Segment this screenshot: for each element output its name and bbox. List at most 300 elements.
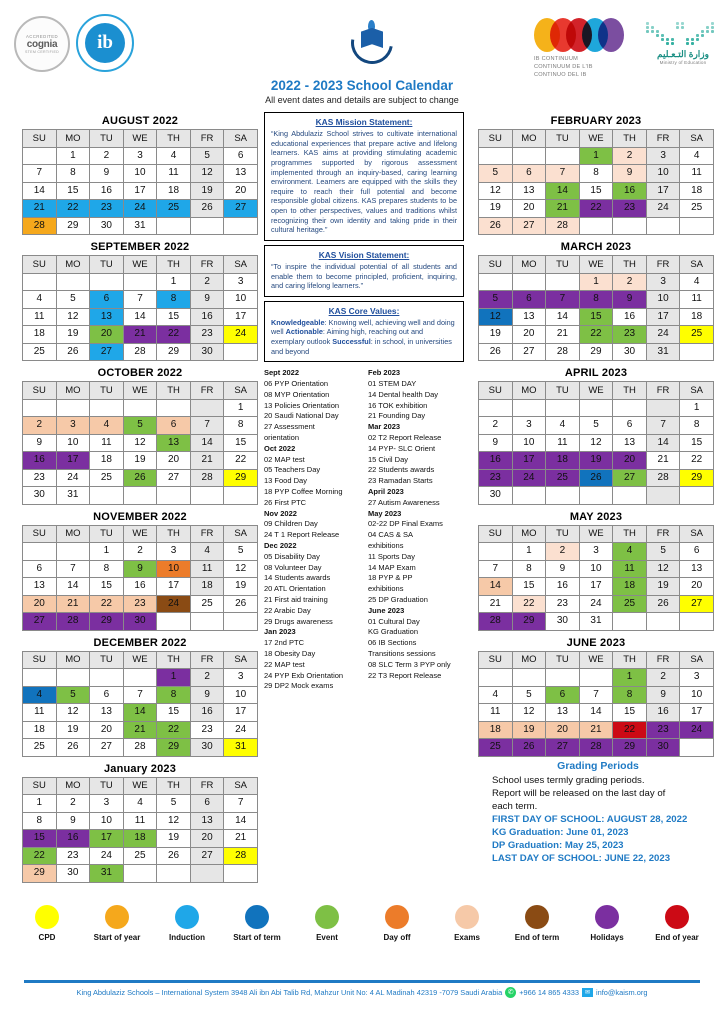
day-cell[interactable]: 25 [479,739,513,757]
day-cell[interactable]: 19 [224,578,258,596]
day-cell[interactable]: 1 [613,669,647,687]
day-cell[interactable]: 25 [23,739,57,757]
day-cell[interactable]: 6 [90,686,124,704]
day-cell[interactable]: 11 [90,434,124,452]
day-cell[interactable]: 12 [157,812,191,830]
day-cell[interactable]: 26 [646,595,680,613]
day-cell[interactable]: 18 [23,721,57,739]
day-cell[interactable]: 25 [23,343,57,361]
day-cell[interactable]: 4 [157,147,191,165]
day-cell[interactable]: 5 [479,165,513,183]
day-cell[interactable]: 21 [579,721,613,739]
day-cell[interactable]: 9 [646,686,680,704]
day-cell[interactable]: 12 [479,182,513,200]
day-cell[interactable]: 3 [224,273,258,291]
day-cell[interactable]: 10 [646,291,680,309]
day-cell[interactable]: 19 [479,200,513,218]
day-cell[interactable]: 23 [190,721,224,739]
day-cell[interactable]: 18 [680,182,714,200]
day-cell[interactable]: 28 [123,739,157,757]
day-cell[interactable]: 8 [512,560,546,578]
day-cell[interactable]: 17 [224,704,258,722]
day-cell[interactable]: 12 [190,165,224,183]
day-cell[interactable]: 2 [190,669,224,687]
day-cell[interactable]: 27 [512,343,546,361]
day-cell[interactable]: 9 [479,434,513,452]
day-cell[interactable]: 24 [646,326,680,344]
day-cell[interactable]: 2 [123,543,157,561]
day-cell[interactable]: 20 [90,326,124,344]
day-cell[interactable]: 4 [90,417,124,435]
day-cell[interactable]: 1 [579,273,613,291]
day-cell[interactable]: 16 [123,578,157,596]
day-cell[interactable]: 13 [512,308,546,326]
day-cell[interactable]: 13 [613,434,647,452]
day-cell[interactable]: 17 [579,578,613,596]
day-cell[interactable]: 14 [190,434,224,452]
day-cell[interactable]: 7 [546,165,580,183]
day-cell[interactable]: 24 [224,721,258,739]
day-cell[interactable]: 8 [23,812,57,830]
day-cell[interactable]: 19 [579,452,613,470]
day-cell[interactable]: 28 [23,217,57,235]
day-cell[interactable]: 27 [613,469,647,487]
day-cell[interactable]: 26 [56,343,90,361]
day-cell[interactable]: 29 [579,343,613,361]
day-cell[interactable]: 29 [157,739,191,757]
day-cell[interactable]: 17 [56,452,90,470]
day-cell[interactable]: 23 [56,847,90,865]
day-cell[interactable]: 12 [579,434,613,452]
day-cell[interactable]: 17 [157,578,191,596]
day-cell[interactable]: 11 [613,560,647,578]
day-cell[interactable]: 30 [23,487,57,505]
day-cell[interactable]: 28 [579,739,613,757]
day-cell[interactable]: 8 [579,291,613,309]
day-cell[interactable]: 14 [56,578,90,596]
day-cell[interactable]: 21 [224,830,258,848]
day-cell[interactable]: 10 [646,165,680,183]
day-cell[interactable]: 23 [123,595,157,613]
day-cell[interactable]: 23 [90,200,124,218]
day-cell[interactable]: 30 [123,613,157,631]
day-cell[interactable]: 30 [90,217,124,235]
day-cell[interactable]: 30 [479,487,513,505]
day-cell[interactable]: 4 [23,686,57,704]
day-cell[interactable]: 15 [23,830,57,848]
day-cell[interactable]: 27 [157,469,191,487]
day-cell[interactable]: 2 [546,543,580,561]
day-cell[interactable]: 2 [56,795,90,813]
day-cell[interactable]: 3 [56,417,90,435]
day-cell[interactable]: 4 [680,273,714,291]
day-cell[interactable]: 9 [123,560,157,578]
day-cell[interactable]: 20 [613,452,647,470]
day-cell[interactable]: 18 [90,452,124,470]
day-cell[interactable]: 29 [90,613,124,631]
day-cell[interactable]: 26 [512,739,546,757]
day-cell[interactable]: 25 [546,469,580,487]
day-cell[interactable]: 30 [646,739,680,757]
day-cell[interactable]: 31 [646,343,680,361]
day-cell[interactable]: 5 [512,686,546,704]
day-cell[interactable]: 11 [680,291,714,309]
day-cell[interactable]: 30 [190,343,224,361]
day-cell[interactable]: 11 [190,560,224,578]
day-cell[interactable]: 8 [56,165,90,183]
day-cell[interactable]: 18 [680,308,714,326]
day-cell[interactable]: 14 [123,704,157,722]
day-cell[interactable]: 19 [190,182,224,200]
day-cell[interactable]: 7 [123,686,157,704]
day-cell[interactable]: 1 [680,399,714,417]
day-cell[interactable]: 2 [646,669,680,687]
day-cell[interactable]: 22 [579,326,613,344]
day-cell[interactable]: 12 [479,308,513,326]
day-cell[interactable]: 21 [479,595,513,613]
day-cell[interactable]: 20 [90,721,124,739]
day-cell[interactable]: 16 [190,308,224,326]
day-cell[interactable]: 30 [613,343,647,361]
day-cell[interactable]: 15 [224,434,258,452]
day-cell[interactable]: 22 [224,452,258,470]
day-cell[interactable]: 22 [157,326,191,344]
day-cell[interactable]: 21 [56,595,90,613]
day-cell[interactable]: 14 [123,308,157,326]
day-cell[interactable]: 4 [479,686,513,704]
day-cell[interactable]: 13 [546,704,580,722]
day-cell[interactable]: 16 [56,830,90,848]
day-cell[interactable]: 14 [546,182,580,200]
day-cell[interactable]: 1 [512,543,546,561]
day-cell[interactable]: 1 [579,147,613,165]
day-cell[interactable]: 31 [56,487,90,505]
day-cell[interactable]: 5 [56,686,90,704]
day-cell[interactable]: 22 [23,847,57,865]
day-cell[interactable]: 19 [56,326,90,344]
day-cell[interactable]: 12 [123,434,157,452]
day-cell[interactable]: 15 [90,578,124,596]
day-cell[interactable]: 28 [224,847,258,865]
day-cell[interactable]: 25 [90,469,124,487]
day-cell[interactable]: 11 [123,812,157,830]
day-cell[interactable]: 20 [512,326,546,344]
day-cell[interactable]: 31 [224,739,258,757]
day-cell[interactable]: 12 [646,560,680,578]
day-cell[interactable]: 23 [546,595,580,613]
day-cell[interactable]: 12 [512,704,546,722]
day-cell[interactable]: 15 [157,308,191,326]
day-cell[interactable]: 18 [190,578,224,596]
day-cell[interactable]: 9 [56,812,90,830]
day-cell[interactable]: 1 [90,543,124,561]
day-cell[interactable]: 21 [546,200,580,218]
day-cell[interactable]: 20 [680,578,714,596]
day-cell[interactable]: 6 [190,795,224,813]
day-cell[interactable]: 20 [546,721,580,739]
day-cell[interactable]: 21 [546,326,580,344]
day-cell[interactable]: 17 [90,830,124,848]
day-cell[interactable]: 29 [23,865,57,883]
day-cell[interactable]: 24 [646,200,680,218]
day-cell[interactable]: 10 [56,434,90,452]
day-cell[interactable]: 27 [23,613,57,631]
day-cell[interactable]: 7 [23,165,57,183]
day-cell[interactable]: 14 [224,812,258,830]
day-cell[interactable]: 29 [613,739,647,757]
day-cell[interactable]: 8 [224,417,258,435]
day-cell[interactable]: 24 [123,200,157,218]
day-cell[interactable]: 21 [123,326,157,344]
day-cell[interactable]: 26 [157,847,191,865]
day-cell[interactable]: 20 [224,182,258,200]
day-cell[interactable]: 20 [23,595,57,613]
day-cell[interactable]: 5 [479,291,513,309]
day-cell[interactable]: 6 [613,417,647,435]
day-cell[interactable]: 10 [157,560,191,578]
day-cell[interactable]: 14 [646,434,680,452]
day-cell[interactable]: 27 [90,739,124,757]
day-cell[interactable]: 26 [479,217,513,235]
day-cell[interactable]: 23 [646,721,680,739]
day-cell[interactable]: 7 [190,417,224,435]
day-cell[interactable]: 8 [157,686,191,704]
day-cell[interactable]: 9 [23,434,57,452]
day-cell[interactable]: 5 [224,543,258,561]
day-cell[interactable]: 6 [512,291,546,309]
day-cell[interactable]: 13 [680,560,714,578]
day-cell[interactable]: 24 [680,721,714,739]
day-cell[interactable]: 3 [512,417,546,435]
day-cell[interactable]: 2 [613,273,647,291]
day-cell[interactable]: 14 [23,182,57,200]
day-cell[interactable]: 18 [123,830,157,848]
day-cell[interactable]: 8 [579,165,613,183]
day-cell[interactable]: 4 [546,417,580,435]
day-cell[interactable]: 10 [90,812,124,830]
day-cell[interactable]: 7 [56,560,90,578]
day-cell[interactable]: 10 [123,165,157,183]
day-cell[interactable]: 30 [56,865,90,883]
day-cell[interactable]: 25 [680,326,714,344]
day-cell[interactable]: 6 [23,560,57,578]
day-cell[interactable]: 24 [157,595,191,613]
day-cell[interactable]: 5 [646,543,680,561]
day-cell[interactable]: 30 [546,613,580,631]
day-cell[interactable]: 21 [646,452,680,470]
day-cell[interactable]: 1 [23,795,57,813]
day-cell[interactable]: 28 [123,343,157,361]
day-cell[interactable]: 15 [680,434,714,452]
day-cell[interactable]: 19 [646,578,680,596]
day-cell[interactable]: 28 [190,469,224,487]
day-cell[interactable]: 16 [646,704,680,722]
day-cell[interactable]: 3 [157,543,191,561]
day-cell[interactable]: 16 [90,182,124,200]
day-cell[interactable]: 16 [190,704,224,722]
day-cell[interactable]: 4 [190,543,224,561]
day-cell[interactable]: 3 [646,273,680,291]
day-cell[interactable]: 24 [90,847,124,865]
day-cell[interactable]: 4 [613,543,647,561]
day-cell[interactable]: 26 [56,739,90,757]
day-cell[interactable]: 24 [224,326,258,344]
day-cell[interactable]: 27 [546,739,580,757]
day-cell[interactable]: 22 [512,595,546,613]
day-cell[interactable]: 11 [546,434,580,452]
day-cell[interactable]: 15 [56,182,90,200]
day-cell[interactable]: 11 [23,704,57,722]
day-cell[interactable]: 6 [157,417,191,435]
day-cell[interactable]: 23 [613,200,647,218]
day-cell[interactable]: 3 [680,669,714,687]
day-cell[interactable]: 13 [190,812,224,830]
day-cell[interactable]: 18 [157,182,191,200]
day-cell[interactable]: 1 [157,273,191,291]
day-cell[interactable]: 2 [613,147,647,165]
day-cell[interactable]: 3 [123,147,157,165]
day-cell[interactable]: 17 [512,452,546,470]
day-cell[interactable]: 26 [224,595,258,613]
day-cell[interactable]: 16 [613,182,647,200]
day-cell[interactable]: 9 [613,291,647,309]
day-cell[interactable]: 29 [56,217,90,235]
day-cell[interactable]: 21 [190,452,224,470]
day-cell[interactable]: 27 [90,343,124,361]
day-cell[interactable]: 2 [479,417,513,435]
day-cell[interactable]: 22 [157,721,191,739]
day-cell[interactable]: 29 [157,343,191,361]
day-cell[interactable]: 13 [224,165,258,183]
day-cell[interactable]: 20 [512,200,546,218]
day-cell[interactable]: 6 [546,686,580,704]
day-cell[interactable]: 12 [56,704,90,722]
day-cell[interactable]: 5 [190,147,224,165]
day-cell[interactable]: 17 [224,308,258,326]
day-cell[interactable]: 1 [56,147,90,165]
day-cell[interactable]: 22 [680,452,714,470]
day-cell[interactable]: 3 [646,147,680,165]
day-cell[interactable]: 25 [157,200,191,218]
day-cell[interactable]: 10 [579,560,613,578]
day-cell[interactable]: 13 [90,704,124,722]
day-cell[interactable]: 28 [56,613,90,631]
day-cell[interactable]: 21 [23,200,57,218]
day-cell[interactable]: 11 [23,308,57,326]
day-cell[interactable]: 4 [23,291,57,309]
day-cell[interactable]: 24 [56,469,90,487]
day-cell[interactable]: 22 [90,595,124,613]
day-cell[interactable]: 8 [157,291,191,309]
day-cell[interactable]: 6 [680,543,714,561]
day-cell[interactable]: 25 [613,595,647,613]
day-cell[interactable]: 7 [123,291,157,309]
day-cell[interactable]: 8 [680,417,714,435]
day-cell[interactable]: 24 [512,469,546,487]
day-cell[interactable]: 25 [123,847,157,865]
day-cell[interactable]: 24 [579,595,613,613]
day-cell[interactable]: 16 [23,452,57,470]
day-cell[interactable]: 15 [579,182,613,200]
day-cell[interactable]: 9 [190,686,224,704]
day-cell[interactable]: 26 [190,200,224,218]
day-cell[interactable]: 23 [190,326,224,344]
day-cell[interactable]: 31 [579,613,613,631]
day-cell[interactable]: 28 [546,217,580,235]
day-cell[interactable]: 13 [512,182,546,200]
day-cell[interactable]: 22 [579,200,613,218]
day-cell[interactable]: 28 [646,469,680,487]
day-cell[interactable]: 13 [23,578,57,596]
day-cell[interactable]: 31 [90,865,124,883]
day-cell[interactable]: 7 [546,291,580,309]
day-cell[interactable]: 5 [123,417,157,435]
day-cell[interactable]: 17 [680,704,714,722]
day-cell[interactable]: 9 [546,560,580,578]
day-cell[interactable]: 17 [646,308,680,326]
day-cell[interactable]: 20 [157,452,191,470]
day-cell[interactable]: 17 [123,182,157,200]
day-cell[interactable]: 23 [613,326,647,344]
day-cell[interactable]: 17 [646,182,680,200]
day-cell[interactable]: 10 [512,434,546,452]
day-cell[interactable]: 15 [157,704,191,722]
day-cell[interactable]: 18 [23,326,57,344]
day-cell[interactable]: 19 [479,326,513,344]
day-cell[interactable]: 20 [190,830,224,848]
day-cell[interactable]: 7 [224,795,258,813]
day-cell[interactable]: 16 [479,452,513,470]
day-cell[interactable]: 3 [579,543,613,561]
day-cell[interactable]: 31 [123,217,157,235]
day-cell[interactable]: 9 [90,165,124,183]
day-cell[interactable]: 15 [512,578,546,596]
day-cell[interactable]: 30 [190,739,224,757]
day-cell[interactable]: 27 [680,595,714,613]
day-cell[interactable]: 14 [579,704,613,722]
day-cell[interactable]: 13 [157,434,191,452]
day-cell[interactable]: 18 [479,721,513,739]
day-cell[interactable]: 29 [680,469,714,487]
day-cell[interactable]: 18 [546,452,580,470]
day-cell[interactable]: 26 [579,469,613,487]
day-cell[interactable]: 16 [613,308,647,326]
day-cell[interactable]: 4 [123,795,157,813]
day-cell[interactable]: 13 [90,308,124,326]
day-cell[interactable]: 1 [224,399,258,417]
day-cell[interactable]: 14 [479,578,513,596]
day-cell[interactable]: 5 [56,291,90,309]
day-cell[interactable]: 10 [224,291,258,309]
day-cell[interactable]: 15 [579,308,613,326]
day-cell[interactable]: 18 [613,578,647,596]
day-cell[interactable]: 19 [512,721,546,739]
day-cell[interactable]: 5 [579,417,613,435]
day-cell[interactable]: 29 [224,469,258,487]
day-cell[interactable]: 4 [680,147,714,165]
day-cell[interactable]: 26 [479,343,513,361]
day-cell[interactable]: 19 [157,830,191,848]
day-cell[interactable]: 16 [546,578,580,596]
day-cell[interactable]: 23 [479,469,513,487]
day-cell[interactable]: 2 [23,417,57,435]
day-cell[interactable]: 9 [190,291,224,309]
day-cell[interactable]: 28 [479,613,513,631]
day-cell[interactable]: 3 [90,795,124,813]
day-cell[interactable]: 19 [123,452,157,470]
day-cell[interactable]: 29 [512,613,546,631]
day-cell[interactable]: 10 [224,686,258,704]
